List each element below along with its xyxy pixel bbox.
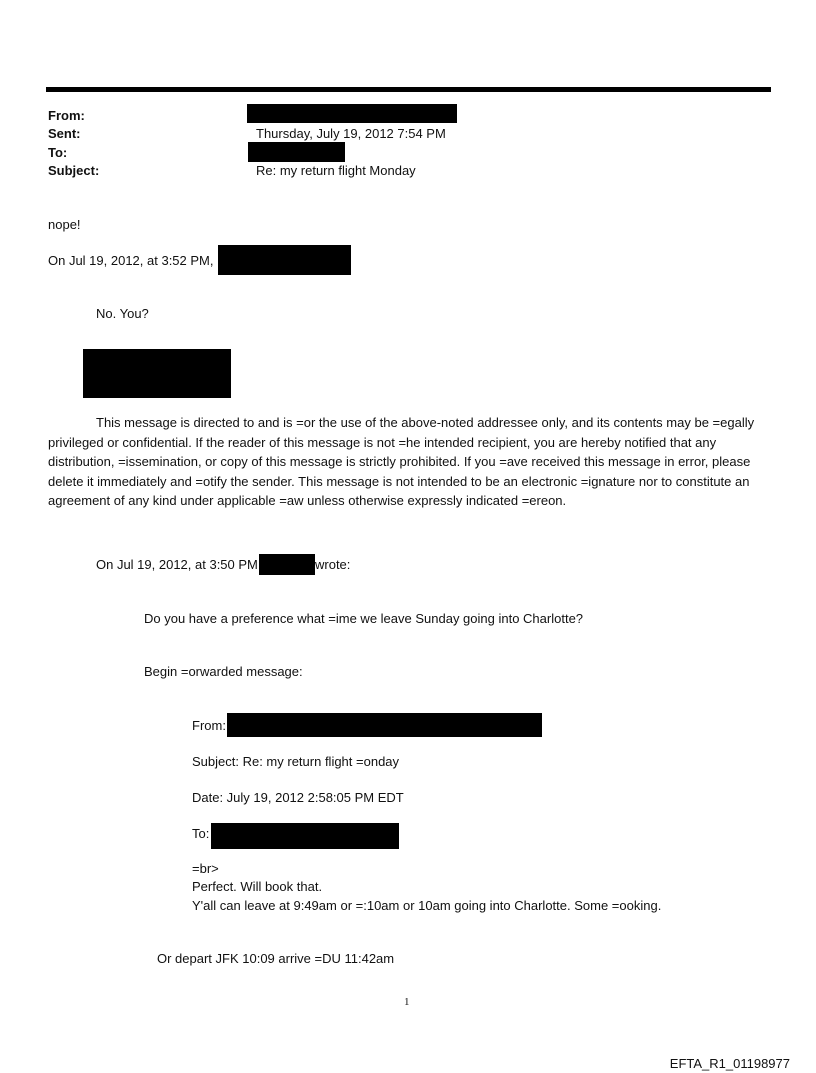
reply-text: nope! [48, 217, 81, 232]
sent-label: Sent: [48, 126, 81, 141]
header-rule [46, 87, 771, 92]
fwd-to-redaction [211, 823, 399, 849]
fwd-date: Date: July 19, 2012 2:58:05 PM EDT [192, 790, 404, 805]
quote2-wrote: wrote: [315, 557, 351, 572]
fwd-line-3: Or depart JFK 10:09 arrive =DU 11:42am [157, 951, 395, 966]
fwd-to-label: To: [192, 826, 210, 841]
fwd-br-text: =br> [192, 861, 219, 876]
sent-value: Thursday, July 19, 2012 7:54 PM [256, 126, 446, 141]
fwd-line-2: Y'all can leave at 9:49am or =:10am or 10am going into Charlotte. Some =ooking. [192, 898, 662, 913]
question-text: Do you have a preference what =ime we leave Sunday going into Charlotte? [144, 611, 584, 626]
signature-redaction [83, 349, 231, 398]
to-redaction [248, 142, 345, 162]
fwd-line-1: Perfect. Will book that. [192, 879, 323, 894]
quote2-sender-redaction [259, 554, 315, 575]
forwarded-label: Begin =orwarded message: [144, 664, 303, 679]
fwd-subject: Subject: Re: my return flight =onday [192, 754, 400, 769]
fwd-from-label: From: [192, 718, 226, 733]
disclaimer-paragraph: This message is directed to and is =or the use of the above-noted addressee only, and its contents may be =egally privileged or confidential. If the reader of this message is not =he intended recipient, you are hereby notified that any distribution, =issemination, or copy of this message is strictly prohibited. If you =ave received this message in error, please delete it immediately and =otify the sender. This message is not intended to be an electronic =ignature nor to constitute an agreement of any kind under applicable =aw unless otherwise expressly indicated =ereon. [48, 415, 755, 509]
document-id: EFTA_R1_01198977 [669, 1056, 790, 1071]
subject-value: Re: my return flight Monday [256, 163, 416, 178]
subject-label: Subject: [48, 163, 100, 178]
quote1-sender-redaction [218, 245, 351, 275]
page-number: 1 [404, 996, 410, 1008]
to-label: To: [48, 145, 68, 160]
fwd-from-redaction [227, 713, 542, 737]
from-label: From: [48, 108, 85, 123]
from-redaction [247, 104, 457, 123]
quote2-intro: On Jul 19, 2012, at 3:50 PM [96, 557, 258, 572]
quote1-intro: On Jul 19, 2012, at 3:52 PM, [48, 253, 214, 268]
quote1-reply: No. You? [96, 306, 149, 321]
